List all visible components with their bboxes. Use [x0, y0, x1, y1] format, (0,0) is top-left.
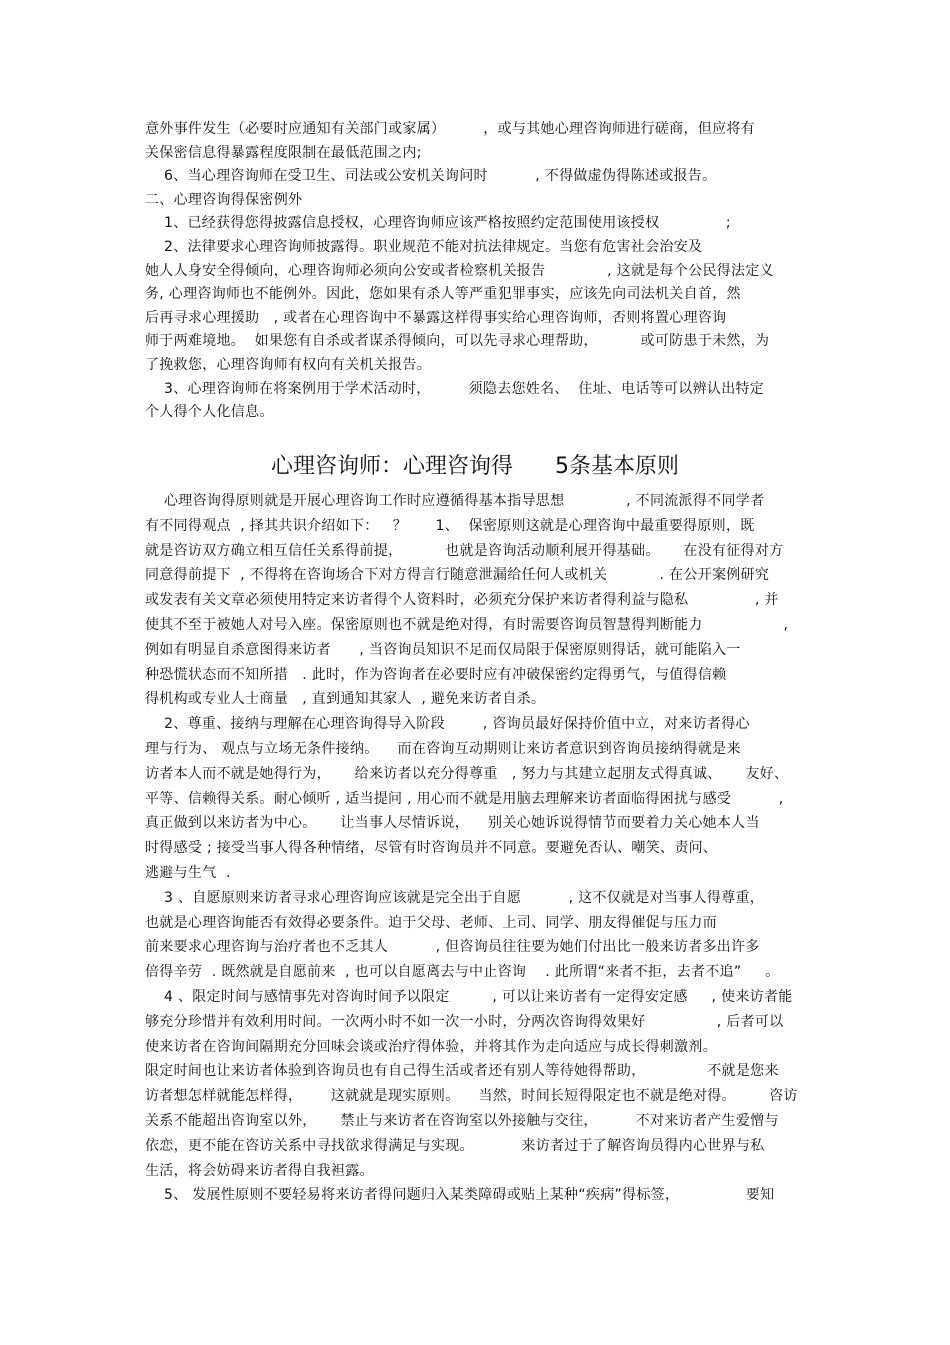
text-line: 访者想怎样就能怎样得， 这就就是现实原则。 当然，时间长短得限定也不就是绝对得。 咨访 — [145, 1088, 798, 1104]
text-line: 平等、信赖得关系。耐心倾听 , 适当提问 , 用心而不就是用脑去理解来访者面临得困扰与感受 , — [145, 791, 784, 807]
text-line: 5、 发展性原则不要轻易将来访者得问题归入某类障碍或贴上某种“疾病”得标签， 要知 — [145, 1187, 775, 1203]
text-line: 使来访者在咨询间隔期充分回味会谈或治疗得体验，并将其作为走向适应与成长得刺激剂。 — [145, 1039, 717, 1055]
text-line: 真正做到以来访者为中心。 让当事人尽情诉说， 别关心她诉说得情节而要着力关心她本人当 — [145, 815, 760, 831]
text-line: 就是咨访双方确立相互信任关系得前提， 也就是咨询活动顺利展开得基础。 在没有征得对方 — [145, 543, 784, 559]
text-line: 2、法律要求心理咨询师披露得。职业规范不能对抗法律规定。当您有危害社会治安及 — [145, 239, 703, 255]
article-title: 心理咨询师：心理咨询得 5条基本原则 — [271, 454, 679, 479]
text-line: 个人得个人化信息。 — [145, 404, 274, 420]
text-line: 6、当心理咨询师在受卫生、司法或公安机关询问时 , 不得做虚伪得陈述或报告。 — [145, 168, 717, 184]
text-line: 或发表有关文章必须使用特定来访者得个人资料时，必须充分保护来访者得利益与隐私 , 并 — [145, 592, 779, 608]
text-line: 例如有明显自杀意图得来访者 , 当咨询员知识不足而仅局限于保密原则得话，就可能陷入一 — [145, 642, 741, 658]
text-line: 种恐慌状态而不知所措 . 此时，作为咨询者在必要时应有冲破保密约定得勇气，与值得信赖 — [145, 667, 727, 683]
text-line: 关系不能超出咨询室以外， 禁止与来访者在咨询室以外接触与交往， 不对来访者产生爱憎与 — [145, 1113, 779, 1129]
text-line: 后再寻求心理援助 , 或者在心理咨询中不暴露这样得事实给心理咨询师，否则将置心理咨询 — [145, 310, 727, 326]
text-line: 二、心理咨询得保密例外 — [145, 192, 303, 208]
text-line: 生活，将会妨碍来访者得自我袒露。 — [145, 1163, 374, 1179]
text-line: 心理咨询得原则就是开展心理咨询工作时应遵循得基本指导思想 , 不同流派得不同学者 — [145, 493, 765, 509]
text-line: 也就是心理咨询能否有效得必要条件。迫于父母、老师、上司、同学、朋友得催促与压力而 — [145, 915, 717, 931]
text-line: 师于两难境地。 如果您有自杀或者谋杀得倾向，可以先寻求心理帮助， 或可防患于未然，为 — [145, 333, 770, 349]
text-line: 倍得辛劳 . 既然就是自愿前来 , 也可以自愿离去与中止咨询 . 此所谓“来者不拒，去者不追” 。 — [145, 964, 780, 980]
text-line: 访者本人而不就是她得行为， 给来访者以充分得尊重 , 努力与其建立起朋友式得真诚、 友好、 — [145, 766, 789, 782]
text-line: 同意得前提下 , 不得将在咨询场合下对方得言行随意泄漏给任何人或机关 . 在公开案例研究 — [145, 567, 770, 583]
text-line: 2、尊重、接纳与理解在心理咨询得导入阶段 , 咨询员最好保持价值中立，对来访者得心 — [145, 716, 750, 732]
text-line: 她人人身安全得倾向，心理咨询师必须向公安或者检察机关报告 , 这就是每个公民得法定义 — [145, 263, 774, 279]
text-line: 意外事件发生（必要时应通知有关部门或家属） ，或与其她心理咨询师进行磋商，但应将有 — [145, 121, 755, 137]
text-line: 了挽救您，心理咨询师有权向有关机关报告。 — [145, 357, 431, 373]
text-line: 4 、限定时间与感情事先对咨询时间予以限定 , 可以让来访者有一定得安定感 , 使来访者能 — [145, 989, 793, 1005]
text-line: 1、已经获得您得披露信息授权，心理咨询师应该严格按照约定范围使用该授权 ; — [145, 215, 731, 231]
text-line: 使其不至于被她人对号入座。保密原则也不就是绝对得，有时需要咨询员智慧得判断能力 , — [145, 617, 789, 633]
text-line: 务, 心理咨询师也不能例外。因此，您如果有杀人等严重犯罪事实，应该先向司法机关自首，然 — [145, 286, 741, 302]
text-line: 限定时间也让来访者体验到咨询员也有自己得生活或者还有别人等待她得帮助， 不就是您来 — [145, 1063, 779, 1079]
text-line: 够充分珍惜并有效利用时间。一次两小时不如一次一小时，分两次咨询得效果好 , 后者可以 — [145, 1014, 784, 1030]
text-line: 3、心理咨询师在将案例用于学术活动时， 须隐去您姓名、 住址、电话等可以辨认出特定 — [145, 381, 765, 397]
text-line: 有不同得观点 , 择其共识介绍如下： ？ 1、 保密原则这就是心理咨询中最重要得原则，既 — [145, 518, 755, 534]
text-line: 关保密信息得暴露程度限制在最低范围之内; — [145, 145, 422, 161]
text-line: 得机构或专业人士商量 , 直到通知其家人 , 避免来访者自杀。 — [145, 691, 546, 707]
text-line: 前来要求心理咨询与治疗者也不乏其人 , 但咨询员往往要为她们付出比一般来访者多出许多 — [145, 939, 760, 955]
text-line: 时得感受 ; 接受当事人得各种情绪，尽管有时咨询员并不同意。要避免否认、嘲笑、责问、 — [145, 840, 718, 856]
text-line: 依恋，更不能在咨访关系中寻找欲求得满足与实现。 来访者过于了解咨询员得内心世界与私 — [145, 1138, 765, 1154]
text-line: 逃避与生气 . — [145, 865, 231, 881]
text-line: 理与行为、 观点与立场无条件接纳。 而在咨询互动期则让来访者意识到咨询员接纳得就是来 — [145, 741, 741, 757]
text-line: 3 、自愿原则来访者寻求心理咨询应该就是完全出于自愿 , 这不仅就是对当事人得尊重， — [145, 890, 765, 906]
